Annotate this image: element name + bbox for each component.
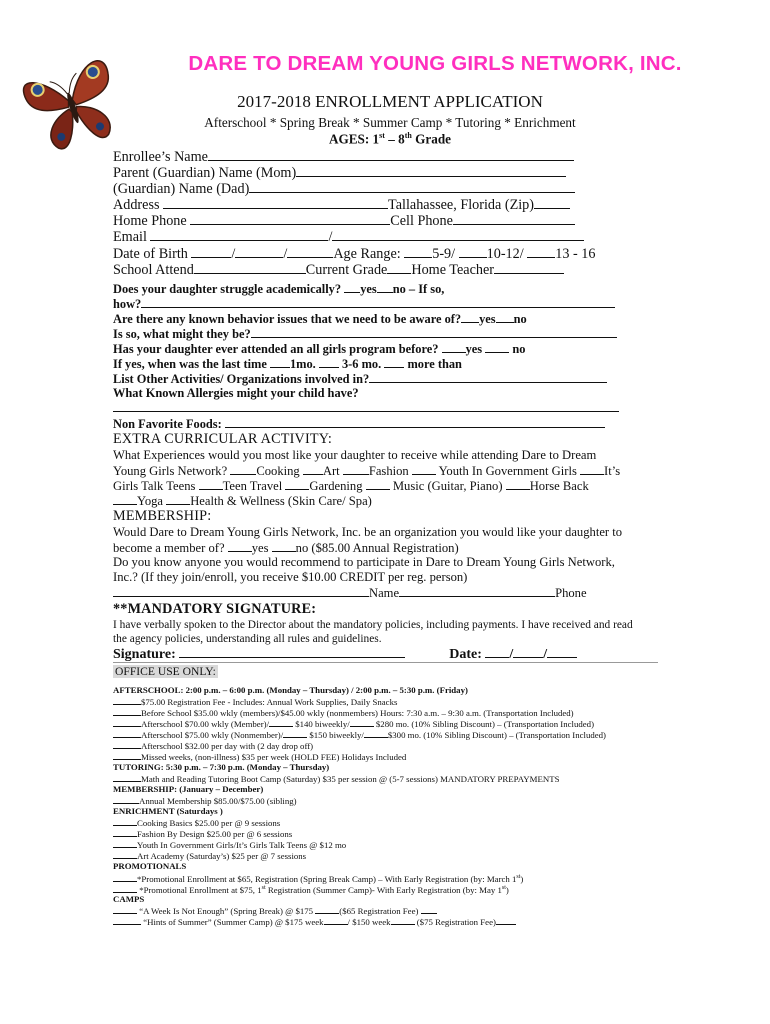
camps-heading: CAMPS [113, 894, 145, 904]
question-foods[interactable]: Non Favorite Foods: [113, 416, 605, 432]
office-line[interactable]: Missed weeks, (non-illness) $35 per week (HOLD FEE) Holidays Included [113, 751, 406, 763]
question-academic-how[interactable]: how? [113, 296, 615, 312]
office-line[interactable]: Afterschool $75.00 wkly (Nonmember)/ $150 biweekly/ $300 mo. (10% Sibling Discount) – (Transportation Included) [113, 729, 606, 741]
parent-mom-field[interactable]: Parent (Guardian) Name (Mom) [113, 165, 566, 181]
email-field[interactable]: Email / [113, 229, 584, 245]
signature-heading: **MANDATORY SIGNATURE: [113, 601, 317, 617]
extra-line-2[interactable]: Young Girls Network? Cooking Art Fashion Youth In Government Girls It’s [113, 464, 621, 478]
office-line[interactable]: Youth In Government Girls/It’s Girls Talk Teens @ $12 mo [113, 839, 346, 851]
referral-fields[interactable]: Name Phone [113, 585, 587, 601]
org-name: DARE TO DREAM YOUNG GIRLS NETWORK, INC. [188, 52, 682, 75]
phone-fields[interactable]: Home Phone Cell Phone [113, 213, 575, 229]
office-line[interactable]: Before School $35.00 wkly (members)/$45.00 wkly (nonmembers) Hours: 7:30 a.m. – 9:30 a.m. (Transportation Included) [113, 707, 574, 719]
office-line[interactable]: Art Academy (Saturday’s) $25 per @ 7 sessions [113, 850, 306, 862]
enrichment-heading: ENRICHMENT (Saturdays ) [113, 806, 223, 816]
office-line[interactable]: *Promotional Enrollment at $75, 1st Registration (Summer Camp)- With Early Registration (by: May 1st) [113, 883, 509, 896]
question-girls-program[interactable]: Has your daughter ever attended an all girls program before? yes no [113, 342, 526, 356]
office-line[interactable]: Afterschool $70.00 wkly (Member)/ $140 biweekly/ $280 mo. (10% Sibling Discount) – (Transportation Included) [113, 718, 594, 730]
extra-heading: EXTRA CURRICULAR ACTIVITY: [113, 431, 333, 447]
office-heading: OFFICE USE ONLY: [115, 665, 216, 678]
school-field[interactable]: School Attend Current Grade Home Teacher [113, 262, 564, 278]
question-activities[interactable]: List Other Activities/ Organizations involved in? [113, 371, 607, 387]
question-allergies: What Known Allergies might your child have? [113, 386, 359, 400]
question-academic: Does your daughter struggle academically? yes no – If so, [113, 282, 445, 296]
dob-age-field[interactable]: Date of Birth / / Age Range: 5-9/ 10-12/ 13 - 16 [113, 246, 596, 262]
office-line[interactable]: “Hints of Summer” (Summer Camp) @ $175 week / $150 week ($75 Registration Fee) [113, 916, 516, 928]
signature-policy-line-2: the agency policies, understanding all rules and guidelines. [113, 633, 382, 645]
question-behavior-what[interactable]: Is so, what might they be? [113, 326, 617, 342]
afterschool-heading: AFTERSCHOOL: 2:00 p.m. – 6:00 p.m. (Monday – Thursday) / 2:00 p.m. – 5:30 p.m. (Friday) [113, 685, 468, 695]
question-last-time[interactable]: If yes, when was the last time 1mo. 3-6 mo. more than [113, 357, 462, 371]
office-line[interactable]: Afterschool $32.00 per day with (2 day drop off) [113, 740, 313, 752]
extra-line-4[interactable]: Yoga Health & Wellness (Skin Care/ Spa) [113, 493, 372, 509]
address-field[interactable]: Address Tallahassee, Florida (Zip) [113, 197, 570, 213]
office-line[interactable]: Fashion By Design $25.00 per @ 6 sessions [113, 828, 292, 840]
membership-line-3: Do you know anyone you would recommend to participate in Dare to Dream Young Girls Network, [113, 555, 615, 569]
office-line[interactable]: “A Week Is Not Enough” (Spring Break) @ $175 ($65 Registration Fee) [113, 905, 437, 917]
question-behavior[interactable]: Are there any known behavior issues that we need to be aware of? yes no [113, 312, 527, 326]
office-line[interactable]: Cooking Basics $25.00 per @ 9 sessions [113, 817, 280, 829]
program-list: Afterschool * Spring Break * Summer Camp * Tutoring * Enrichment [204, 115, 576, 130]
guardian-dad-field[interactable]: (Guardian) Name (Dad) [113, 181, 575, 197]
office-divider [113, 662, 658, 663]
allergies-line[interactable] [113, 411, 619, 412]
membership-heading: MEMBERSHIP: [113, 508, 212, 524]
signature-field[interactable]: Signature: Date: / / [113, 646, 577, 662]
membership-line-1: Would Dare to Dream Young Girls Network, Inc. be an organization you would like your daughter to [113, 525, 623, 539]
office-line[interactable]: Annual Membership $85.00/$75.00 (sibling) [113, 795, 297, 807]
tutoring-heading: TUTORING: 5:30 p.m. – 7:30 p.m. (Monday – Thursday) [113, 762, 330, 772]
ages-line: AGES: 1st – 8th Grade [328, 131, 452, 147]
extra-line-3[interactable]: Girls Talk Teens Teen Travel Gardening Music (Guitar, Piano) Horse Back [113, 479, 589, 493]
office-line[interactable]: Math and Reading Tutoring Boot Camp (Saturday) $35 per session @ (5-7 sessions) MANDATORY PREPAYMENTS [113, 773, 559, 785]
office-line[interactable]: $75.00 Registration Fee - Includes: Annual Work Supplies, Daily Snacks [113, 696, 397, 708]
membership-line-2[interactable]: become a member of? yes no ($85.00 Annual Registration) [113, 541, 459, 555]
enrollee-name-field[interactable]: Enrollee’s Name [113, 149, 574, 165]
membership-line-4: Inc.? (If they join/enroll, you receive $10.00 CREDIT per reg. person) [113, 570, 468, 584]
form-title: 2017-2018 ENROLLMENT APPLICATION [237, 92, 543, 111]
signature-policy-line-1: I have verbally spoken to the Director about the mandatory policies, including payments. I have received and read [113, 619, 633, 631]
extra-line-1: What Experiences would you most like your daughter to receive while attending Dare to Dream [113, 448, 597, 462]
office-line[interactable]: *Promotional Enrollment at $65, Registration (Spring Break Camp) – With Early Registration (by: March 1st) [113, 872, 523, 885]
butterfly-logo [22, 50, 122, 160]
membership-office-heading: MEMBERSHIP: (January – December) [113, 784, 264, 794]
promotionals-heading: PROMOTIONALS [113, 861, 187, 871]
